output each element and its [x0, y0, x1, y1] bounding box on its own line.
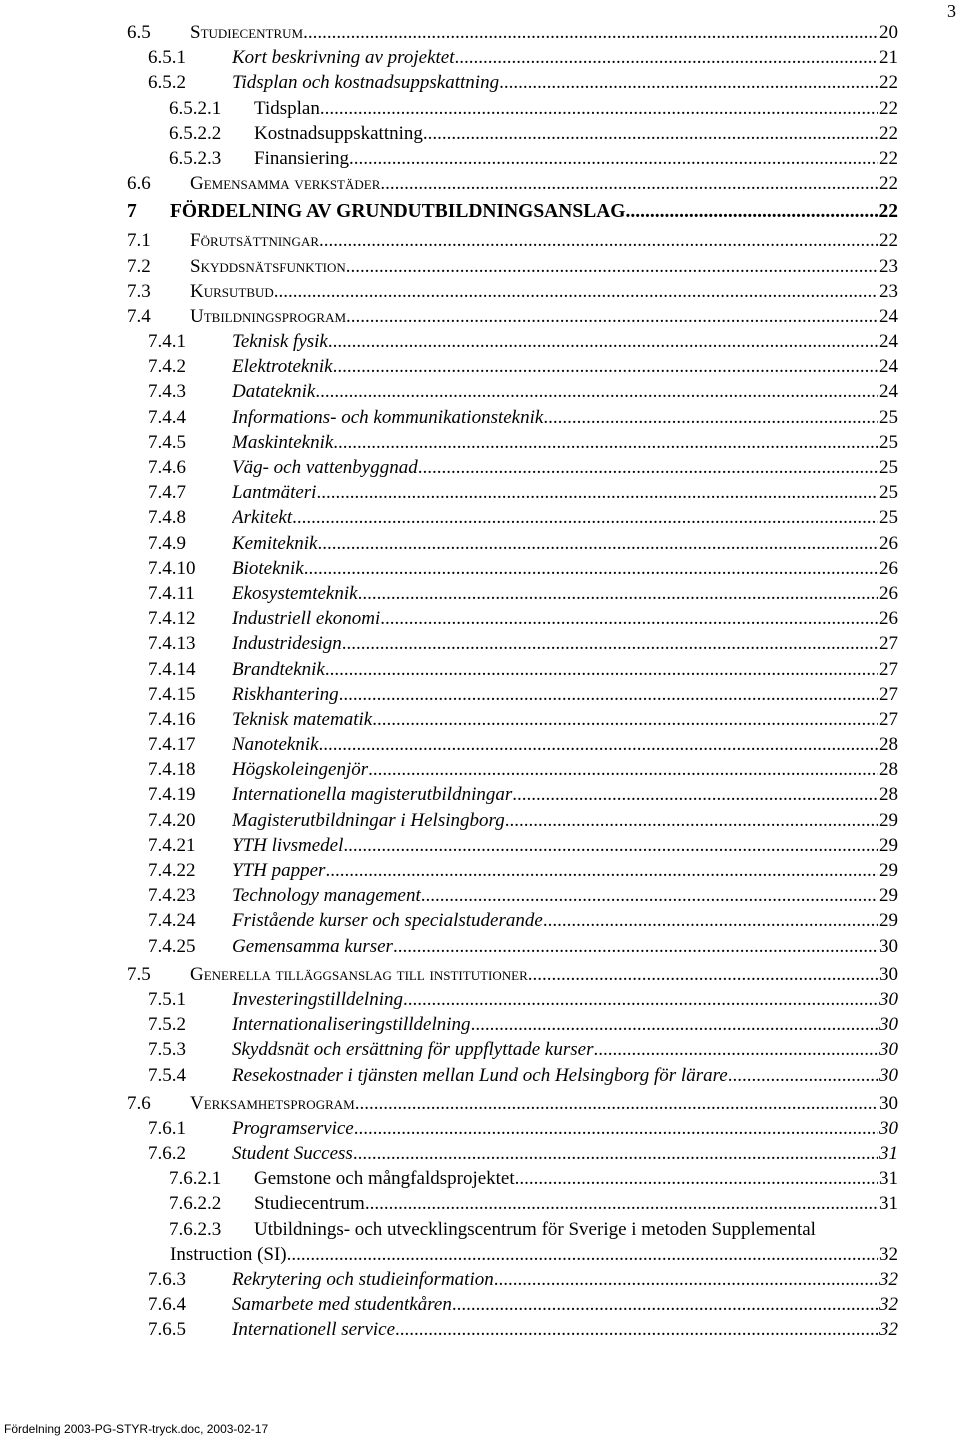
dot-leader: [372, 707, 878, 732]
toc-entry-title: YTH papper: [232, 860, 326, 881]
toc-entry-title: Studiecentrum: [254, 1193, 365, 1215]
toc-entry-title: Studiecentrum: [190, 22, 304, 43]
toc-entry-title: Utbildningsprogram: [190, 305, 347, 327]
toc-entry-page: 25: [879, 482, 898, 504]
dot-leader: [353, 1141, 878, 1166]
dot-leader: [494, 1267, 878, 1292]
toc-entry[interactable]: [0, 1317, 960, 1342]
table-of-contents: [0, 20, 960, 1343]
toc-entry-page: 29: [879, 809, 898, 831]
toc-entry-number: 7.3: [127, 280, 151, 302]
dot-leader: [380, 171, 878, 196]
toc-entry[interactable]: [0, 329, 960, 354]
toc-entry[interactable]: [0, 96, 960, 121]
dot-leader: [315, 379, 878, 404]
toc-entry-number: 7.4.7: [148, 482, 186, 504]
dot-leader: [423, 121, 878, 146]
toc-entry-page: 30: [879, 963, 898, 985]
toc-entry-title: Ekosystemteknik: [232, 582, 358, 604]
toc-entry[interactable]: [0, 405, 960, 430]
toc-entry-number: 7.6.2.1: [169, 1168, 222, 1190]
toc-entry-number: 7.4.2: [148, 356, 186, 378]
toc-entry-page: 25: [879, 507, 898, 529]
toc-entry-title: Riskhantering: [232, 683, 339, 705]
toc-entry[interactable]: [0, 732, 960, 757]
toc-entry-page: 28: [879, 784, 898, 806]
toc-entry[interactable]: [0, 682, 960, 707]
dot-leader: [320, 96, 878, 121]
toc-entry-page: 30: [879, 1092, 898, 1114]
toc-entry-number: 7.6.2.3: [169, 1218, 222, 1240]
toc-entry[interactable]: [0, 757, 960, 782]
toc-entry-number: 6.5.2.1: [169, 97, 222, 119]
dot-leader: [316, 480, 878, 505]
toc-entry-page: 22: [878, 201, 898, 223]
toc-entry[interactable]: [0, 354, 960, 379]
toc-entry[interactable]: [0, 430, 960, 455]
toc-entry-title: Teknisk fysik: [232, 331, 328, 353]
toc-entry-page: 25: [879, 431, 898, 453]
toc-entry-number: 7.4.19: [148, 784, 196, 806]
toc-entry-number: 7.5.4: [148, 1064, 186, 1086]
toc-entry-number: 7.4.18: [148, 759, 196, 781]
toc-entry-number: 7.4: [127, 305, 151, 327]
toc-entry-number: 7.6.2.2: [169, 1193, 222, 1215]
toc-entry-page: 29: [879, 885, 898, 907]
dot-leader: [303, 20, 878, 45]
toc-entry-page: 32: [879, 1319, 898, 1341]
toc-entry[interactable]: [0, 1141, 960, 1166]
dot-leader: [354, 1116, 878, 1141]
toc-entry[interactable]: [0, 1191, 960, 1216]
toc-entry-title: Skyddsnät och ersättning för uppflyttade kurser: [232, 1039, 594, 1061]
toc-entry-title: Nanoteknik: [232, 734, 319, 756]
dot-leader: [319, 228, 878, 253]
toc-entry[interactable]: [0, 657, 960, 682]
dot-leader: [452, 1292, 878, 1317]
toc-entry[interactable]: [0, 556, 960, 581]
toc-entry-title: Bioteknik: [232, 557, 304, 579]
dot-leader: [319, 732, 878, 757]
dot-leader: [528, 962, 878, 987]
dot-leader: [421, 883, 878, 908]
toc-entry[interactable]: [0, 70, 960, 95]
toc-entry-number: 7.5.3: [148, 1039, 186, 1061]
toc-entry[interactable]: [0, 883, 960, 908]
toc-entry-title: Datateknik: [232, 381, 316, 403]
toc-entry-page: 30: [879, 935, 898, 957]
dot-leader: [291, 1242, 878, 1267]
toc-entry-page: 27: [879, 658, 898, 680]
toc-entry-number: 7.4.1: [148, 331, 186, 353]
toc-entry-title: Gemensamma verkstäder: [190, 173, 381, 195]
toc-entry-number: 7.6.5: [148, 1319, 186, 1341]
dot-leader: [395, 1317, 878, 1342]
toc-entry-page: 26: [879, 582, 898, 604]
dot-leader: [593, 1037, 878, 1062]
dot-leader: [342, 631, 878, 656]
toc-entry-page: 32: [879, 1294, 898, 1316]
toc-entry-number: 6.6: [127, 173, 151, 195]
toc-entry-title: YTH livsmedel: [232, 834, 344, 856]
toc-entry-page: 30: [879, 1039, 898, 1061]
toc-entry-title: Fristående kurser och specialstuderande: [232, 910, 543, 932]
toc-entry-title: Gemensamma kurser: [232, 935, 393, 957]
toc-entry-page: 24: [879, 305, 898, 327]
toc-entry-page: 22: [879, 147, 898, 169]
toc-entry-number: 7.4.3: [148, 381, 186, 403]
toc-entry[interactable]: [0, 531, 960, 556]
toc-entry[interactable]: [0, 707, 960, 732]
toc-entry-title: Industridesign: [232, 633, 342, 655]
dot-leader: [380, 606, 878, 631]
toc-entry-number: 7.4.11: [148, 582, 195, 604]
toc-entry[interactable]: [0, 1063, 960, 1088]
dot-leader: [358, 581, 878, 606]
dot-leader: [274, 279, 878, 304]
toc-entry[interactable]: [0, 858, 960, 883]
dot-leader: [393, 934, 878, 959]
toc-entry-number: 7.6.1: [148, 1117, 186, 1139]
toc-entry[interactable]: [0, 1267, 960, 1292]
toc-entry-page: 32: [879, 1269, 898, 1291]
toc-entry-number: 7.4.22: [148, 860, 196, 881]
toc-entry-page: 26: [879, 557, 898, 579]
toc-entry-number: 7.4.16: [148, 708, 196, 730]
dot-leader: [346, 304, 878, 329]
toc-entry-title: Tidsplan: [254, 97, 320, 119]
toc-entry-title: Kort beskrivning av projektet: [232, 47, 455, 69]
toc-entry-number: 7.4.13: [148, 633, 196, 655]
dot-leader: [543, 405, 878, 430]
toc-entry-page: 26: [879, 532, 898, 554]
toc-entry-title: Kemiteknik: [232, 532, 318, 554]
toc-entry-number: 7.4.10: [148, 557, 196, 579]
toc-entry-title: Internationell service: [232, 1319, 396, 1341]
toc-entry-page: 25: [879, 457, 898, 478]
toc-entry-number: 7.4.8: [148, 507, 186, 529]
toc-entry-title: Maskinteknik: [232, 431, 334, 453]
toc-entry-title: Internationaliseringstilldelning: [232, 1014, 471, 1036]
toc-entry-number: 7.4.9: [148, 532, 186, 554]
dot-leader: [349, 146, 878, 171]
dot-leader: [512, 782, 878, 807]
toc-entry-page: 28: [879, 734, 898, 756]
toc-entry-page: 22: [879, 97, 898, 119]
toc-entry-title: Samarbete med studentkåren: [232, 1294, 452, 1316]
page-number: 3: [947, 1, 956, 21]
dot-leader: [333, 354, 878, 379]
toc-entry[interactable]: [0, 908, 960, 933]
toc-entry-title: Investeringstilldelning: [232, 988, 403, 1010]
toc-entry-page: 27: [879, 708, 898, 730]
toc-entry[interactable]: [0, 505, 960, 530]
toc-entry-page: 23: [879, 280, 898, 302]
toc-entry-page: 26: [879, 608, 898, 630]
toc-entry-number: 7.4.15: [148, 683, 196, 705]
dot-leader: [343, 833, 878, 858]
toc-entry-number: 6.5: [127, 22, 151, 43]
toc-entry-title: Informations- och kommunikationsteknik: [232, 406, 544, 428]
toc-entry-number: 6.5.2.3: [169, 147, 222, 169]
toc-entry-title: Finansiering: [254, 147, 349, 169]
toc-entry-number: 7.1: [127, 230, 151, 252]
toc-entry-page: 31: [879, 1168, 898, 1190]
toc-entry-page: 30: [879, 1117, 898, 1139]
toc-entry-number: 7.4.5: [148, 431, 186, 453]
toc-entry[interactable]: [0, 1037, 960, 1062]
toc-entry-title: Rekrytering och studieinformation: [232, 1269, 494, 1291]
toc-entry-number: 7.4.21: [148, 834, 196, 856]
toc-entry-number: 7.4.17: [148, 734, 196, 756]
dot-leader: [333, 430, 878, 455]
toc-entry-number: 7.4.12: [148, 608, 196, 630]
dot-leader: [728, 1063, 878, 1088]
toc-entry-page: 31: [879, 1193, 898, 1215]
toc-entry[interactable]: [0, 581, 960, 606]
toc-entry[interactable]: [0, 782, 960, 807]
dot-leader: [317, 531, 878, 556]
toc-entry[interactable]: [0, 1091, 960, 1116]
dot-leader: [325, 657, 878, 682]
toc-entry[interactable]: [0, 934, 960, 959]
dot-leader: [355, 1091, 878, 1116]
toc-entry-number: 7.5.1: [148, 988, 186, 1010]
toc-entry-title: Instruction (SI).: [170, 1243, 292, 1265]
toc-entry-number: 7.4.23: [148, 885, 196, 907]
toc-entry-title: Lantmäteri: [232, 482, 317, 504]
toc-entry-page: 25: [879, 406, 898, 428]
toc-entry[interactable]: [0, 379, 960, 404]
toc-entry[interactable]: [0, 228, 960, 253]
toc-entry[interactable]: [0, 254, 960, 279]
toc-entry[interactable]: [0, 121, 960, 146]
toc-entry-number: 7.6.4: [148, 1294, 186, 1316]
toc-entry[interactable]: [0, 808, 960, 833]
toc-entry[interactable]: [0, 962, 960, 987]
toc-entry-title: Magisterutbildningar i Helsingborg: [232, 809, 505, 831]
toc-entry-page: 23: [879, 255, 898, 277]
toc-entry[interactable]: [0, 196, 960, 228]
toc-entry-number: 7.4.24: [148, 910, 196, 932]
dot-leader: [455, 45, 879, 70]
toc-entry-page: 22: [879, 230, 898, 252]
toc-entry-page: 29: [879, 834, 898, 856]
toc-entry-number: 7.2: [127, 255, 151, 277]
dot-leader: [515, 1166, 878, 1191]
toc-entry[interactable]: [0, 146, 960, 171]
toc-entry-page: 29: [879, 860, 898, 881]
toc-entry-title: Technology management: [232, 885, 421, 907]
toc-entry-title: Internationella magisterutbildningar: [232, 784, 513, 806]
toc-entry-title: Högskoleingenjör: [232, 759, 369, 781]
toc-entry[interactable]: [0, 833, 960, 858]
dot-leader: [543, 908, 878, 933]
toc-entry-title: Brandteknik: [232, 658, 325, 680]
toc-entry-number: 7.4.14: [148, 658, 196, 680]
toc-entry[interactable]: [0, 987, 960, 1012]
toc-entry-title: Arkitekt: [232, 507, 293, 529]
toc-entry-title-line: Utbildnings- och utvecklingscentrum för Sverige i metoden Supplemental: [254, 1218, 816, 1240]
dot-leader: [471, 1012, 878, 1037]
dot-leader: [505, 808, 878, 833]
toc-entry[interactable]: [0, 1012, 960, 1037]
toc-entry-number: 7.4.4: [148, 406, 186, 428]
toc-entry[interactable]: [0, 1166, 960, 1191]
toc-entry-title: Kursutbud: [190, 280, 274, 302]
dot-leader: [339, 682, 878, 707]
toc-entry-title: Skyddsnätsfunktion: [190, 255, 346, 277]
dot-leader: [292, 505, 878, 530]
toc-entry[interactable]: [0, 1292, 960, 1317]
toc-entry[interactable]: [0, 455, 960, 480]
dot-leader: [365, 1191, 878, 1216]
dot-leader: [325, 858, 878, 883]
toc-entry-title: Tidsplan och kostnadsuppskattning: [232, 72, 500, 94]
dot-leader: [304, 556, 878, 581]
toc-entry[interactable]: [0, 45, 960, 70]
toc-entry-number: 6.5.1: [148, 47, 186, 69]
toc-entry-page: 21: [879, 47, 898, 69]
toc-entry-number: 7.6.2: [148, 1143, 186, 1165]
toc-entry-number: 7.6.3: [148, 1269, 186, 1291]
toc-entry-number: 7.6: [127, 1092, 151, 1114]
dot-leader: [368, 757, 878, 782]
dot-leader: [625, 196, 877, 228]
toc-entry-title: Gemstone och mångfaldsprojektet: [254, 1168, 515, 1190]
toc-entry[interactable]: [0, 480, 960, 505]
toc-entry-number: 7.5: [127, 963, 151, 985]
toc-entry[interactable]: [0, 1217, 960, 1267]
footer-filename: Fördelning 2003-PG-STYR-tryck.doc, 2003-02-17: [4, 1422, 269, 1436]
toc-entry-number: 7.4.25: [148, 935, 196, 957]
toc-entry[interactable]: [0, 606, 960, 631]
toc-entry-page: 28: [879, 759, 898, 781]
toc-entry-page: 24: [879, 331, 898, 353]
toc-entry-number: 6.5.2: [148, 72, 186, 94]
toc-entry-number: 7.5.2: [148, 1014, 186, 1036]
toc-entry-title: FÖRDELNING AV GRUNDUTBILDNINGSANSLAG: [170, 201, 626, 223]
dot-leader: [328, 329, 878, 354]
toc-entry-title: Verksamhetsprogram: [190, 1092, 355, 1114]
toc-entry-number: 7: [127, 201, 137, 223]
toc-entry-page: 30: [879, 988, 898, 1010]
dot-leader: [418, 455, 878, 480]
toc-entry-page: 31: [879, 1143, 898, 1165]
toc-entry[interactable]: [0, 20, 960, 45]
toc-entry[interactable]: [0, 631, 960, 656]
toc-entry-title: Väg- och vattenbyggnad: [232, 457, 418, 478]
toc-entry-title: Student Success: [232, 1143, 353, 1165]
toc-entry-page: 20: [879, 22, 898, 43]
dot-leader: [403, 987, 878, 1012]
toc-entry-page: 27: [879, 633, 898, 655]
toc-entry[interactable]: [0, 279, 960, 304]
toc-entry-page: 22: [879, 122, 898, 144]
toc-entry-page: 29: [879, 910, 898, 932]
toc-entry-page: 22: [879, 72, 898, 94]
toc-entry[interactable]: [0, 304, 960, 329]
toc-entry-number: 7.4.20: [148, 809, 196, 831]
toc-entry-title: Förutsättningar: [190, 230, 320, 252]
toc-entry-title: Industriell ekonomi: [232, 608, 381, 630]
toc-entry-title: Teknisk matematik: [232, 708, 373, 730]
toc-entry[interactable]: [0, 171, 960, 196]
toc-entry-number: 6.5.2.2: [169, 122, 222, 144]
dot-leader: [499, 70, 878, 95]
toc-entry-page: 30: [879, 1064, 898, 1086]
toc-entry-number: 7.4.6: [148, 457, 186, 478]
toc-entry-page: 24: [879, 381, 898, 403]
toc-entry[interactable]: [0, 1116, 960, 1141]
toc-entry-page: 24: [879, 356, 898, 378]
toc-entry-title: Generella tilläggsanslag till institutioner: [190, 963, 528, 985]
toc-entry-page: 27: [879, 683, 898, 705]
toc-entry-page: 32: [879, 1243, 898, 1265]
toc-entry-title: Programservice: [232, 1117, 354, 1139]
toc-entry-page: 30: [879, 1014, 898, 1036]
dot-leader: [346, 254, 878, 279]
toc-entry-title: Resekostnader i tjänsten mellan Lund och Helsingborg för lärare: [232, 1064, 728, 1086]
toc-entry-title: Elektroteknik: [232, 356, 333, 378]
toc-entry-page: 22: [879, 173, 898, 195]
toc-entry-title: Kostnadsuppskattning: [254, 122, 423, 144]
